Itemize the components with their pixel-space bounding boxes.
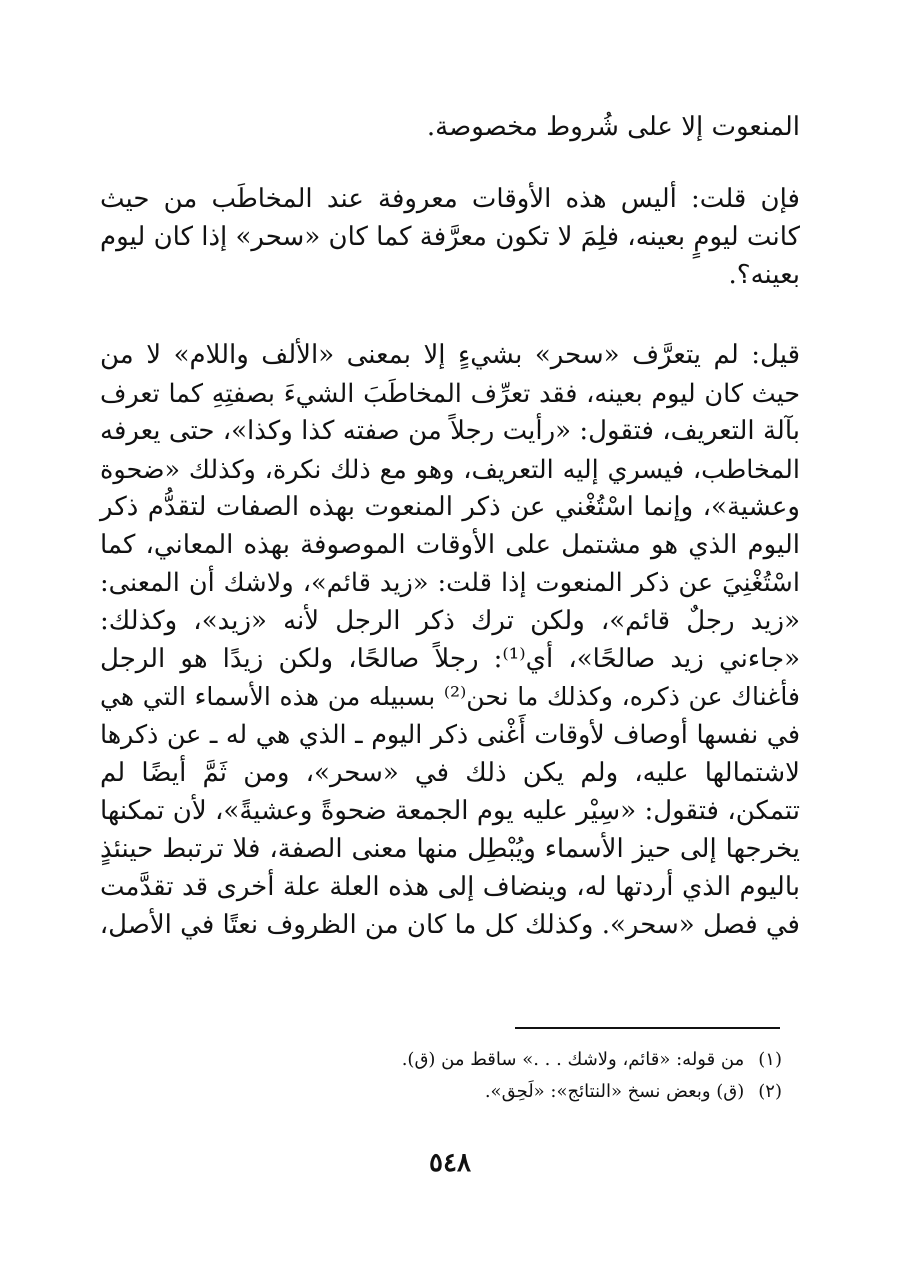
text-line: يخرجها إلى حيز الأسماء ويُبْطِل منها معنى الصفة، فلا ترتبط حينئذٍ — [100, 834, 800, 864]
text-line: حيث كان ليوم بعينه، فقد تعرِّف المخاطَبَ الشيءَ بصفتِهِ كما تعرف — [100, 378, 800, 408]
text-line: فإن قلت: أليس هذه الأوقات معروفة عند المخاطَب من حيث — [100, 184, 800, 214]
text-line: بآلة التعريف، فتقول: «رأيت رجلاً من صفته كذا وكذا»، حتى يعرفه — [100, 416, 800, 446]
footnote-1 — [300, 1044, 782, 1076]
text-line: في فصل «سحر». وكذلك كل ما كان من الظروف نعتًا في الأصل، — [99, 910, 800, 940]
page-number: ٥٤٨ — [429, 1148, 471, 1178]
text-line: فأغناك عن ذكره، وكذلك ما نحن⁽²⁾ بسبيله من هذه الأسماء التي هي — [100, 682, 800, 711]
paragraph-continuation — [100, 108, 800, 146]
text-line: المخاطب، فيسري إليه التعريف، وهو مع ذلك نكرة، وكذلك «ضحوة — [100, 454, 800, 484]
text-line: كانت ليومٍ بعينه، فلِمَ لا تكون معرَّفة كما كان «سحر» إذا كان ليوم — [100, 222, 800, 252]
text-line: «جاءني زيد صالحًا»، أي⁽¹⁾: رجلاً صالحًا، ولكن زيدًا هو الرجل — [100, 644, 800, 674]
text-line: قيل: لم يتعرَّف «سحر» بشيءٍ إلا بمعنى «الألف واللام» لا من — [100, 340, 800, 370]
text-line: وعشية»، وإنما اسْتُغْني عن ذكر المنعوت بهذه الصفات لتقدُّم ذكر — [100, 492, 800, 522]
text-line: اسْتُغْنِيَ عن ذكر المنعوت إذا قلت: «زيد قائم»، ولاشك أن المعنى: — [100, 568, 800, 598]
footnote-text: (ق) وبعض نسخ «النتائج»: «لَحِق». — [484, 1081, 745, 1102]
footnote-text: من قوله: «قائم، ولاشك . . .» ساقط من (ق). — [401, 1049, 745, 1070]
paragraph-answer — [100, 336, 800, 944]
footnote-divider — [515, 1027, 780, 1029]
paragraph-question — [100, 180, 800, 294]
footnotes — [300, 1044, 782, 1108]
footnote-2 — [300, 1076, 782, 1108]
text-line: بعينه؟. — [728, 260, 800, 290]
text-line: المنعوت إلا على شُروط مخصوصة. — [426, 112, 800, 142]
footnote-number: (٢) — [758, 1081, 782, 1102]
footnote-number: (١) — [758, 1049, 782, 1070]
text-line: «زيد رجلٌ قائم»، ولكن ترك ذكر الرجل لأنه «زيد»، وكذلك: — [100, 606, 800, 636]
text-line: تتمكن، فتقول: «سِيْر عليه يوم الجمعة ضحوةً وعشيةً»، لأن تمكنها — [100, 796, 800, 826]
text-line: باليوم الذي أردتها له، وينضاف إلى هذه العلة علة أخرى قد تقدَّمت — [100, 872, 800, 902]
text-line: اليوم الذي هو مشتمل على الأوقات الموصوفة بهذه المعاني، كما — [100, 530, 800, 560]
text-line: لاشتمالها عليه، ولم يكن ذلك في «سحر»، ومن ثَمَّ أيضًا لم — [100, 758, 800, 788]
text-line: في نفسها أوصاف لأوقات أَغْنى ذكر اليوم ـ الذي هي له ـ عن ذكرها — [100, 720, 800, 749]
